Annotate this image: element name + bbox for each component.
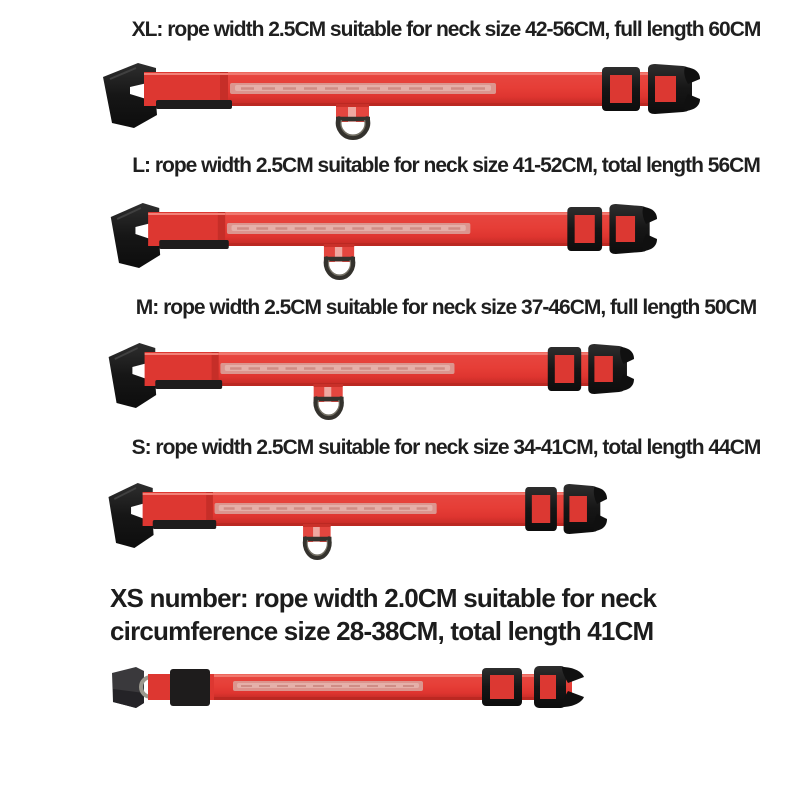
collar-graphic bbox=[108, 200, 657, 295]
collar-image-xs bbox=[110, 660, 590, 715]
size-label-s: S: rope width 2.5CM suitable for neck size 34-41CM, total length 44CM bbox=[131, 436, 761, 459]
collar-graphic bbox=[106, 340, 634, 435]
keeper-strip bbox=[156, 100, 232, 109]
collar-graphic bbox=[106, 480, 607, 575]
size-label-xs-line2: circumference size 28-38CM, total length 41CM bbox=[110, 616, 654, 646]
keeper-strip bbox=[159, 240, 229, 249]
collar-image-m bbox=[106, 340, 634, 435]
size-label-l: L: rope width 2.5CM suitable for neck size 41-52CM, total length 56CM bbox=[132, 154, 760, 177]
collar-image-xl bbox=[100, 60, 700, 155]
collar-image-s bbox=[106, 480, 607, 575]
collar-graphic bbox=[100, 60, 700, 155]
collar-image-l bbox=[108, 200, 657, 295]
size-label-xs-line1: XS number: rope width 2.0CM suitable for neck bbox=[110, 583, 657, 613]
size-label-xl: XL: rope width 2.5CM suitable for neck size 42-56CM, full length 60CM bbox=[131, 18, 761, 41]
size-label-m: M: rope width 2.5CM suitable for neck size 37-46CM, full length 50CM bbox=[135, 296, 757, 319]
keeper-strip bbox=[155, 380, 222, 389]
collar-graphic-xs bbox=[110, 660, 590, 715]
keeper-icon bbox=[170, 669, 210, 706]
keeper-strip bbox=[153, 520, 216, 529]
